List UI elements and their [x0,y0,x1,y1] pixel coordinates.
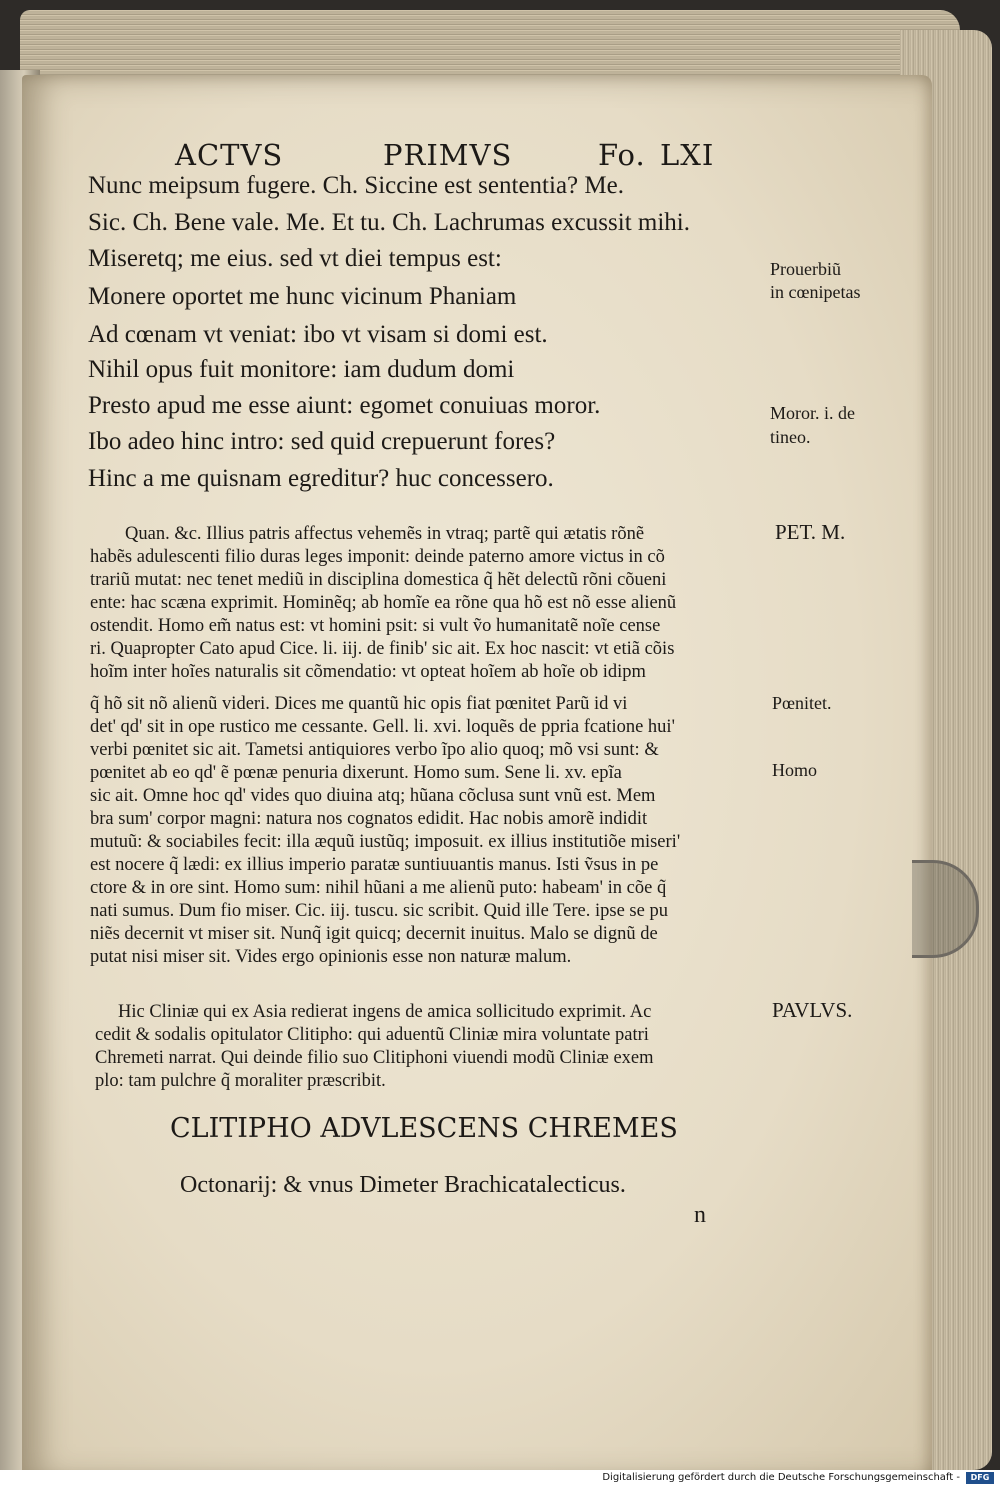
commentary-line: sic ait. Omne hoc qd' vides quo diuina atq; hũana cõclusa sunt vnũ est. Mem [90,786,656,806]
marginal-note: in cœnipetas [770,282,861,302]
commentary-line: pœnitet ab eo qd' ẽ pœnæ penuria dixerunt. Homo sum. Sene li. xv. epĩa [90,763,622,783]
marginal-note: Pœnitet. [772,693,832,713]
commentary-line: plo: tam pulchre q̃ moraliter præscribit. [95,1071,386,1091]
commentary-line: verbi pœnitet sic ait. Tametsi antiquiores verbo ĩpo alio quoq; mõ vsi sunt: & [90,740,659,760]
commentary-line: hoĩm inter hoĩes naturalis sit cõmendatio: vt opteat hoĩem ab hoĩe ob idipm [90,662,646,682]
commentary-line: mutuũ: & sociabiles fecit: illa æquũ iustũq; imposuit. ex illius institutiõe miseri' [90,832,681,852]
meter-line: Octonarij: & vnus Dimeter Brachicatalecticus. [180,1172,626,1198]
verse-line: Ibo adeo hinc intro: sed quid crepuerunt fores? [88,428,556,455]
running-head-left: ACTVS [175,138,284,172]
marginal-note-author: PAVLVS. [772,998,853,1022]
commentary-line: trariũ mutat: nec tenet mediũ in disciplina domestica q̃ hẽt delectũ rõni cõueni [90,570,667,590]
verse-line: Sic. Ch. Bene vale. Me. Et tu. Ch. Lachrumas excussit mihi. [88,209,690,236]
running-head-center: PRIMVS [383,138,513,172]
marginal-note: tineo. [770,427,811,447]
commentary-line: ostendit. Homo em̃ natus est: vt homini psit: si vult ṽo humanitatẽ noĩe cense [90,616,661,636]
marginal-note: Prouerbiũ [770,259,841,279]
commentary-line: ente: hac scæna exprimit. Hominẽq; ab homĩe ea rõne qua hõ est nõ esse alienũ [90,593,677,613]
verse-line: Presto apud me esse aiunt: egomet conuiuas moror. [88,392,601,419]
dfg-logo: DFG [966,1472,994,1484]
commentary-line: niẽs decernit vt miser sit. Nunq̃ igit quicq; decernit inuitus. Malo se dignũ de [90,924,658,944]
signature-mark: n [694,1202,706,1228]
verse-line: Nunc meipsum fugere. Ch. Siccine est sententia? Me. [88,172,624,199]
verse-line: Nihil opus fuit monitore: iam dudum domi [88,356,515,383]
commentary-line: nati sumus. Dum fio miser. Cic. iij. tuscu. sic scribit. Quid ille Tere. ipse se pu [90,901,668,921]
scene-heading: CLITIPHO ADVLESCENS CHREMES [170,1113,678,1144]
commentary-line: Hic Cliniæ qui ex Asia redierat ingens de amica sollicitudo exprimit. Ac [118,1002,652,1022]
commentary-line: det' qd' sit in ope rustico me cessante. Gell. li. xvi. loquẽs de ppria fcatione hui' [90,717,675,737]
commentary-line: est nocere q̃ lædi: ex illius imperio paratæ suntiuuantis manus. Isti ṽsus in pe [90,855,659,875]
folio-number: LXI [660,138,715,172]
marginal-note: Homo [772,760,817,780]
folio-label: Fo. [598,138,646,172]
verse-line: Hinc a me quisnam egreditur? huc concessero. [88,465,554,492]
commentary-line: cedit & sodalis opitulator Clitipho: qui aduentũ Cliniæ mira voluntate patri [95,1025,649,1045]
commentary-line: ri. Quapropter Cato apud Cice. li. iij. de finib' sic ait. Ex hoc nascit: vt etiã cõis [90,639,675,659]
commentary-line: habẽs adulescenti filio duras leges imponit: deinde paterno amore victus in cõ [90,547,665,567]
verse-line: Monere oportet me hunc vicinum Phaniam [88,283,517,310]
commentary-line: Chremeti narrat. Qui deinde filio suo Clitiphoni viuendi modũ Cliniæ exem [95,1048,654,1068]
commentary-line: putat nisi miser sit. Vides ergo opinionis esse non naturæ malum. [90,947,572,967]
verse-line: Ad cœnam vt veniat: ibo vt visam si domi est. [88,321,548,348]
verse-line: Miseretq; me eius. sed vt diei tempus est: [88,245,502,272]
footer-credit: Digitalisierung gefördert durch die Deutsche Forschungsgemeinschaft - [602,1472,960,1483]
footer-bar [0,1470,1000,1487]
commentary-line: Quan. &c. Illius patris affectus vehemẽs in vtraq; partẽ qui ætatis rõnẽ [125,524,645,544]
commentary-line: ctore & in ore sint. Homo sum: nihil hũani a me alienũ puto: habeam' in cõe q̃ [90,878,667,898]
marginal-note-author: PET. M. [775,520,846,544]
marginal-note: Moror. i. de [770,403,855,423]
commentary-line: q̃ hõ sit nõ alienũ videri. Dices me quantũ hic opis fiat pœnitet Parũ id vi [90,694,628,714]
commentary-line: bra sum' corpor magni: natura nos cognatos edidit. Hac nobis amorẽ indidit [90,809,648,829]
